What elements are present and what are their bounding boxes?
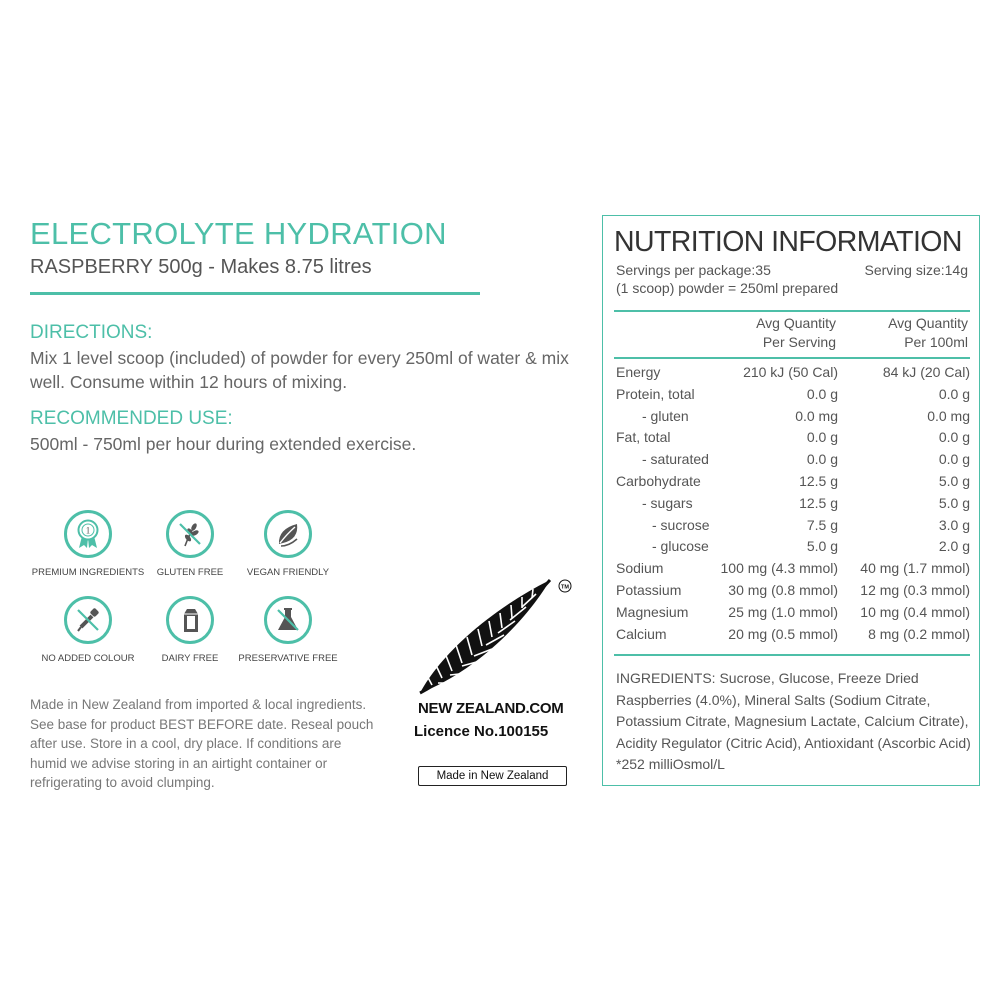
column-header-per-serving — [756, 314, 836, 352]
value-per-serving: 20 mg (0.5 mmol) — [728, 625, 838, 642]
badge-label: NO ADDED COLOUR — [41, 653, 135, 664]
nutrition-row — [616, 406, 970, 428]
nutrition-row — [616, 493, 970, 515]
nutrient-name: Sodium — [616, 560, 664, 577]
badge-vegan-friendly — [218, 510, 358, 578]
value-per-100ml: 0.0 g — [938, 385, 970, 402]
nutrient-name: - sugars — [642, 494, 693, 511]
directions-text: Mix 1 level scoop (included) of powder for every 250ml of water & mix well. Consume within 12 hours of mixing. — [30, 348, 569, 392]
nutrient-name: Carbohydrate — [616, 472, 701, 489]
value-per-serving: 0.0 mg — [795, 407, 838, 424]
storage-note: Made in New Zealand from imported & local ingredients. See base for product BEST BEFORE date. Reseal pouch after use. Store in a cool, dry place. If conditions are humid we advise storing in an airtight container or refrigerating to avoid clumping. — [30, 697, 374, 790]
value-per-serving: 12.5 g — [799, 472, 838, 489]
leaf-icon — [264, 510, 312, 558]
value-per-serving: 0.0 g — [806, 451, 838, 468]
value-per-serving: 0.0 g — [806, 385, 838, 402]
recommended-use-heading: RECOMMENDED USE: — [30, 408, 233, 429]
nutrient-name: Energy — [616, 364, 661, 380]
servings-per-package: Servings per package:35 — [616, 262, 771, 278]
value-per-100ml: 2.0 g — [938, 538, 970, 555]
column-header-line: Avg Quantity — [888, 315, 968, 331]
scoop-note: (1 scoop) powder = 250ml prepared — [616, 280, 839, 296]
nutrition-divider-top — [614, 310, 970, 312]
flask-icon — [264, 596, 312, 644]
nutrition-row — [616, 558, 970, 580]
nutrition-row — [616, 362, 970, 384]
nutrition-title: NUTRITION INFORMATION — [614, 226, 962, 258]
badge-label: PREMIUM INGREDIENTS — [31, 567, 145, 578]
column-header-line: Avg Quantity — [756, 315, 836, 331]
value-per-serving: 30 mg (0.8 mmol) — [728, 581, 838, 598]
value-per-serving: 210 kJ (50 Cal) — [743, 364, 838, 380]
value-per-serving: 25 mg (1.0 mmol) — [728, 603, 838, 620]
column-header-line: Per Serving — [762, 334, 836, 350]
nutrient-name: - sucrose — [652, 516, 710, 533]
nz-site-label: NEW ZEALAND.COM — [418, 700, 564, 717]
nutrient-name: - saturated — [642, 451, 709, 468]
value-per-100ml: 0.0 g — [938, 451, 970, 468]
trademark-symbol: TM — [561, 584, 569, 591]
value-per-100ml: 8 mg (0.2 mmol) — [868, 625, 970, 642]
ingredients-list: INGREDIENTS: Sucrose, Glucose, Freeze Dried Raspberries (4.0%), Mineral Salts (Sodium Citrate, Potassium Citrate, Magnesium Lactate, Calcium Citrate), Acidity Regulator (Citric Acid), Antioxidant (Ascorbic Acid) *252 milliOsmol/L — [616, 670, 971, 772]
value-per-serving: 12.5 g — [799, 494, 838, 511]
recommended-use-text: 500ml - 750ml per hour during extended exercise. — [30, 434, 417, 454]
nutrition-divider-bottom — [614, 654, 970, 656]
badge-label: PRESERVATIVE FREE — [238, 653, 338, 664]
directions-heading: DIRECTIONS: — [30, 322, 153, 343]
nutrition-row — [616, 471, 970, 493]
title-divider — [30, 292, 480, 295]
nutrition-divider-header — [614, 357, 970, 359]
nutrient-name: Protein, total — [616, 385, 695, 402]
badge-label: GLUTEN FREE — [156, 567, 224, 578]
nutrition-row — [616, 449, 970, 471]
column-header-per-100ml — [888, 314, 968, 352]
svg-text:1: 1 — [85, 525, 91, 536]
nutrition-row — [616, 427, 970, 449]
badge-label: VEGAN FRIENDLY — [246, 567, 330, 578]
nutrient-name: Magnesium — [616, 603, 689, 620]
value-per-100ml: 40 mg (1.7 mmol) — [860, 560, 970, 577]
value-per-100ml: 5.0 g — [938, 494, 970, 511]
value-per-100ml: 0.0 mg — [927, 407, 970, 424]
award-ribbon-icon — [64, 510, 112, 558]
nutrient-name: - glucose — [652, 538, 709, 555]
value-per-100ml: 84 kJ (20 Cal) — [882, 364, 970, 380]
nutrition-row — [616, 536, 970, 558]
nutrition-row — [616, 384, 970, 406]
nutrient-name: Calcium — [616, 625, 667, 642]
silver-fern-logo — [410, 575, 575, 700]
dropper-icon — [64, 596, 112, 644]
value-per-100ml: 0.0 g — [938, 429, 970, 446]
nutrition-row — [616, 515, 970, 537]
milk-carton-icon — [166, 596, 214, 644]
value-per-serving: 5.0 g — [806, 538, 838, 555]
value-per-100ml: 5.0 g — [938, 472, 970, 489]
serving-size: Serving size:14g — [864, 262, 968, 278]
value-per-serving: 0.0 g — [806, 429, 838, 446]
nutrition-table — [616, 362, 970, 645]
column-header-line: Per 100ml — [904, 334, 968, 350]
value-per-100ml: 10 mg (0.4 mmol) — [860, 603, 970, 620]
made-in-nz-badge: Made in New Zealand — [418, 766, 567, 786]
value-per-100ml: 12 mg (0.3 mmol) — [860, 581, 970, 598]
value-per-100ml: 3.0 g — [938, 516, 970, 533]
nutrition-row — [616, 580, 970, 602]
value-per-serving: 100 mg (4.3 mmol) — [720, 560, 838, 577]
licence-number: Licence No.100155 — [414, 723, 549, 740]
nutrient-name: - gluten — [642, 407, 689, 424]
badge-label: DAIRY FREE — [161, 653, 219, 664]
nutrition-row — [616, 602, 970, 624]
nutrient-name: Potassium — [616, 581, 682, 598]
wheat-crossed-icon — [166, 510, 214, 558]
product-subtitle: RASPBERRY 500g - Makes 8.75 litres — [30, 256, 372, 278]
badge-preservative-free — [218, 596, 358, 664]
value-per-serving: 7.5 g — [806, 516, 838, 533]
nutrient-name: Fat, total — [616, 429, 671, 446]
product-title: ELECTROLYTE HYDRATION — [30, 216, 447, 251]
nutrition-row — [616, 624, 970, 646]
